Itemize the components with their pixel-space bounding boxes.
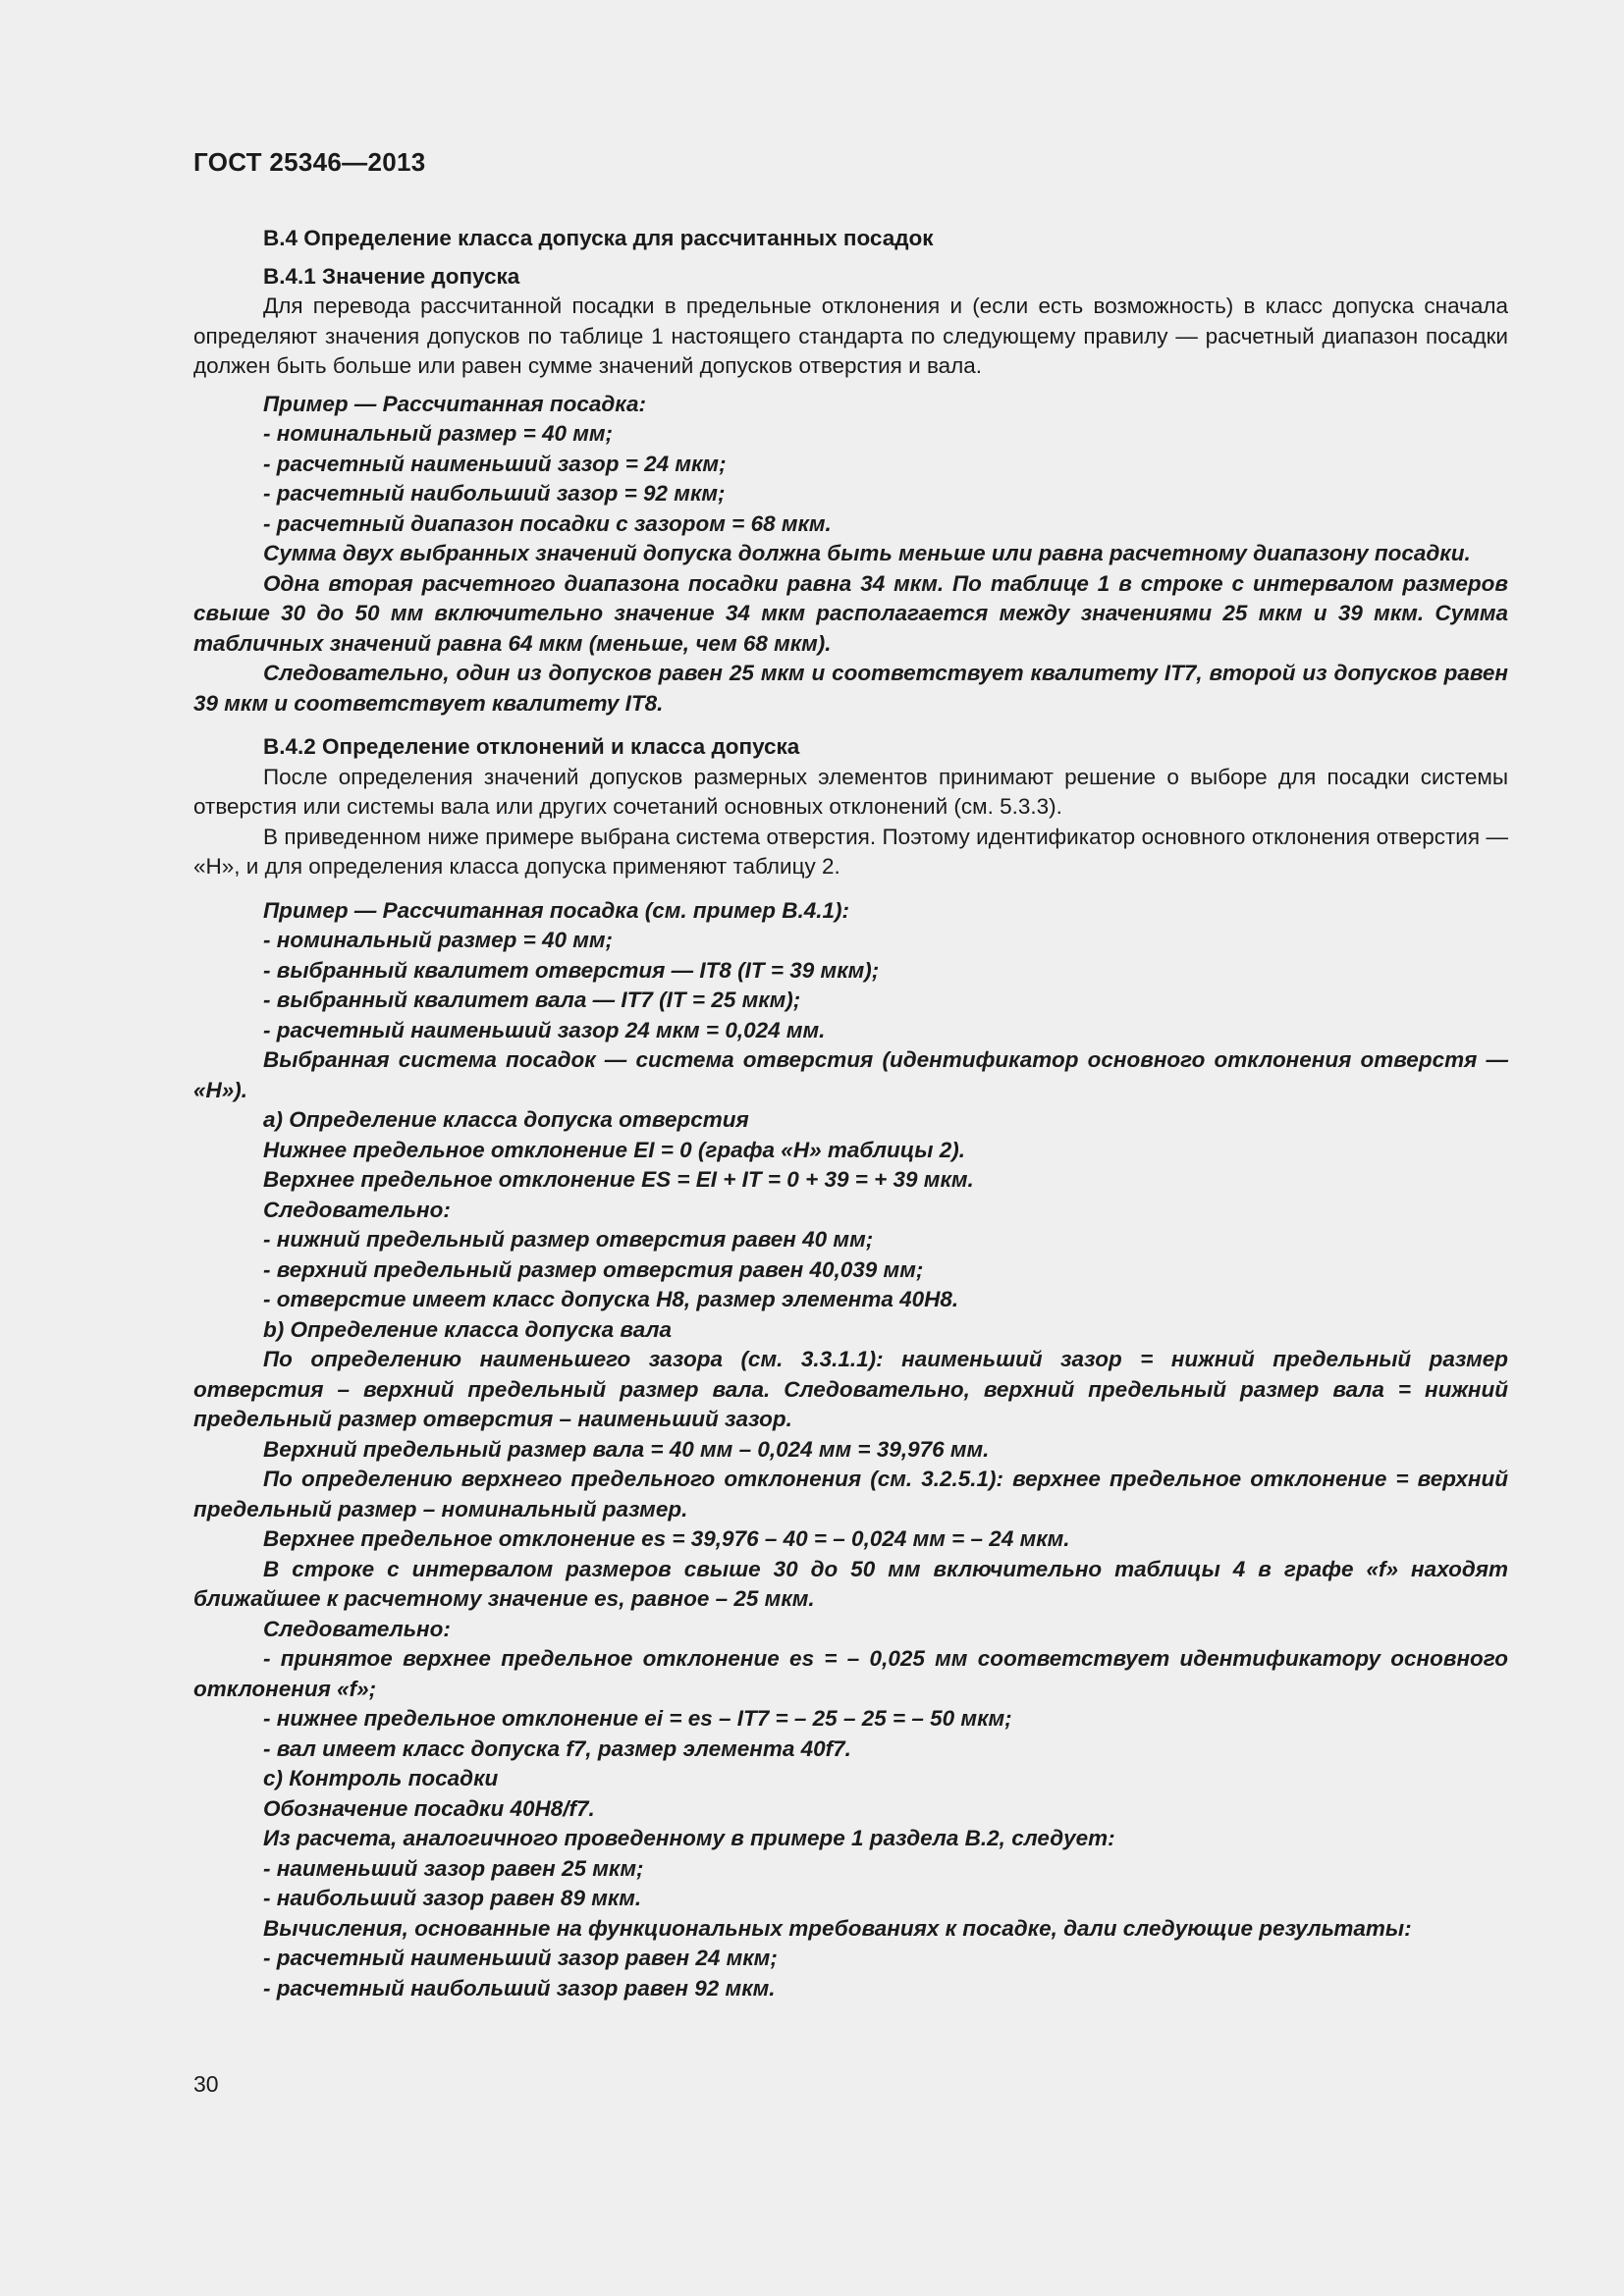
example-line: Верхний предельный размер вала = 40 мм – 0,024 мм = 39,976 мм. [263, 1436, 990, 1462]
example-line: Нижнее предельное отклонение EI = 0 (графа «H» таблицы 2). [263, 1137, 965, 1162]
example-line: Верхнее предельное отклонение es = 39,976 – 40 = – 0,024 мм = – 24 мкм. [263, 1526, 1070, 1551]
example-line: - расчетный диапазон посадки с зазором = 68 мкм. [263, 510, 832, 536]
example-line: - номинальный размер = 40 мм; [263, 928, 614, 952]
example-line: - наименьший зазор равен 25 мкм; [263, 1855, 644, 1881]
example-line: - нижнее предельное отклонение ei = es – IT7 = – 25 – 25 = – 50 мкм; [263, 1706, 1012, 1731]
example-line: - расчетный наибольший зазор = 92 мкм; [263, 481, 726, 506]
example-line: а) Определение класса допуска отверстия [263, 1107, 749, 1132]
example-line: - расчетный наименьший зазор = 24 мкм; [263, 451, 727, 476]
example-line: - вал имеет класс допуска f7, размер элемента 40f7. [263, 1735, 851, 1761]
example-line: Следовательно: [263, 1616, 451, 1641]
example-line: - выбранный квалитет отверстия — IT8 (IT = 39 мкм); [263, 957, 880, 983]
example-line: Верхнее предельное отклонение ES = EI + IT = 0 + 39 = + 39 мкм. [263, 1167, 974, 1192]
example-line: По определению верхнего предельного отклонения (см. 3.2.5.1): верхнее предельное отклонение = верхний предельный размер – номинальный размер. [193, 1467, 1508, 1522]
paragraph-b42-2: В приведенном ниже примере выбрана система отверстия. Поэтому идентификатор основного отклонения отверстия — «H», и для определения класса допуска применяют таблицу 2. [193, 824, 1508, 879]
example-line: - номинальный размер = 40 мм; [263, 421, 614, 446]
example-line: - расчетный наибольший зазор равен 92 мкм. [263, 1975, 776, 2001]
paragraph-b42-1: После определения значений допусков размерных элементов принимают решение о выборе для посадки системы отверстия или системы вала или других сочетаний основных отклонений (см. 5.3.3). [193, 764, 1508, 819]
example-line: По определению наименьшего зазора (см. 3.3.1.1): наименьший зазор = нижний предельный размер отверстия – верхний предельный размер вала. Следовательно, верхний предельный размер вала = нижний предельный размер отверстия – наименьший зазор. [193, 1347, 1508, 1431]
example-line: Пример — Рассчитанная посадка (см. пример В.4.1): [263, 897, 850, 923]
page-body [193, 224, 1508, 2003]
example-line: - расчетный наименьший зазор 24 мкм = 0,024 мм. [263, 1017, 826, 1042]
example-line: с) Контроль посадки [263, 1766, 499, 1790]
example-line: - принятое верхнее предельное отклонение es = – 0,025 мм соответствует идентификатору основного отклонения «f»; [193, 1646, 1508, 1701]
example-line: Сумма двух выбранных значений допуска должна быть меньше или равна расчетному диапазону посадки. [263, 541, 1471, 565]
example-line: - выбранный квалитет вала — IT7 (IT = 25 мкм); [263, 988, 801, 1012]
section-title-b4: В.4 Определение класса допуска для рассчитанных посадок [263, 226, 934, 250]
example-line: Вычисления, основанные на функциональных требованиях к посадке, дали следующие результаты: [263, 1915, 1412, 1941]
example-line: Одна вторая расчетного диапазона посадки равна 34 мкм. По таблице 1 в строке с интервалом размеров свыше 30 до 50 мм включительно значение 34 мкм располагается между значениями 25 мкм и 39 мкм. Сумма табличных значений равна 64 мкм (меньше, чем 68 мкм). [193, 570, 1508, 656]
example-line: В строке с интервалом размеров свыше 30 до 50 мм включительно таблицы 4 в графе «f» находят ближайшее к расчетному значение es, равное – 25 мкм. [193, 1556, 1508, 1611]
example-line: - наибольший зазор равен 89 мкм. [263, 1886, 642, 1910]
example-line: Обозначение посадки 40H8/f7. [263, 1795, 595, 1821]
example-line: Выбранная система посадок — система отверстия (идентификатор основного отклонения отверстя — «H»). [193, 1047, 1508, 1102]
example-1-block [193, 390, 1508, 720]
example-line: - нижний предельный размер отверстия равен 40 мм; [263, 1227, 874, 1252]
standard-code-header: ГОСТ 25346—2013 [193, 147, 426, 177]
page-number: 30 [193, 2071, 219, 2097]
section-title-b41: В.4.1 Значение допуска [263, 263, 520, 289]
example-line: Из расчета, аналогичного проведенному в примере 1 раздела В.2, следует: [263, 1826, 1115, 1850]
section-title-b42: В.4.2 Определение отклонений и класса допуска [263, 734, 800, 759]
example-line: b) Определение класса допуска вала [263, 1316, 672, 1342]
example-2-block [193, 896, 1508, 2004]
example-line: Следовательно, один из допусков равен 25 мкм и соответствует квалитету IT7, второй из допусков равен 39 мкм и соответствует квалитету IT8. [193, 661, 1508, 716]
example-line: - отверстие имеет класс допуска H8, размер элемента 40H8. [263, 1287, 959, 1311]
example-line: Следовательно: [263, 1197, 451, 1222]
example-line: - расчетный наименьший зазор равен 24 мкм; [263, 1946, 778, 1970]
example-line: Пример — Рассчитанная посадка: [263, 391, 646, 416]
paragraph-b41-intro: Для перевода рассчитанной посадки в предельные отклонения и (если есть возможность) в класс допуска сначала определяют значения допусков по таблице 1 настоящего стандарта по следующему правилу — расчетный диапазон посадки должен быть больше или равен сумме значений допусков отверстия и вала. [193, 294, 1508, 378]
example-line: - верхний предельный размер отверстия равен 40,039 мм; [263, 1256, 924, 1282]
